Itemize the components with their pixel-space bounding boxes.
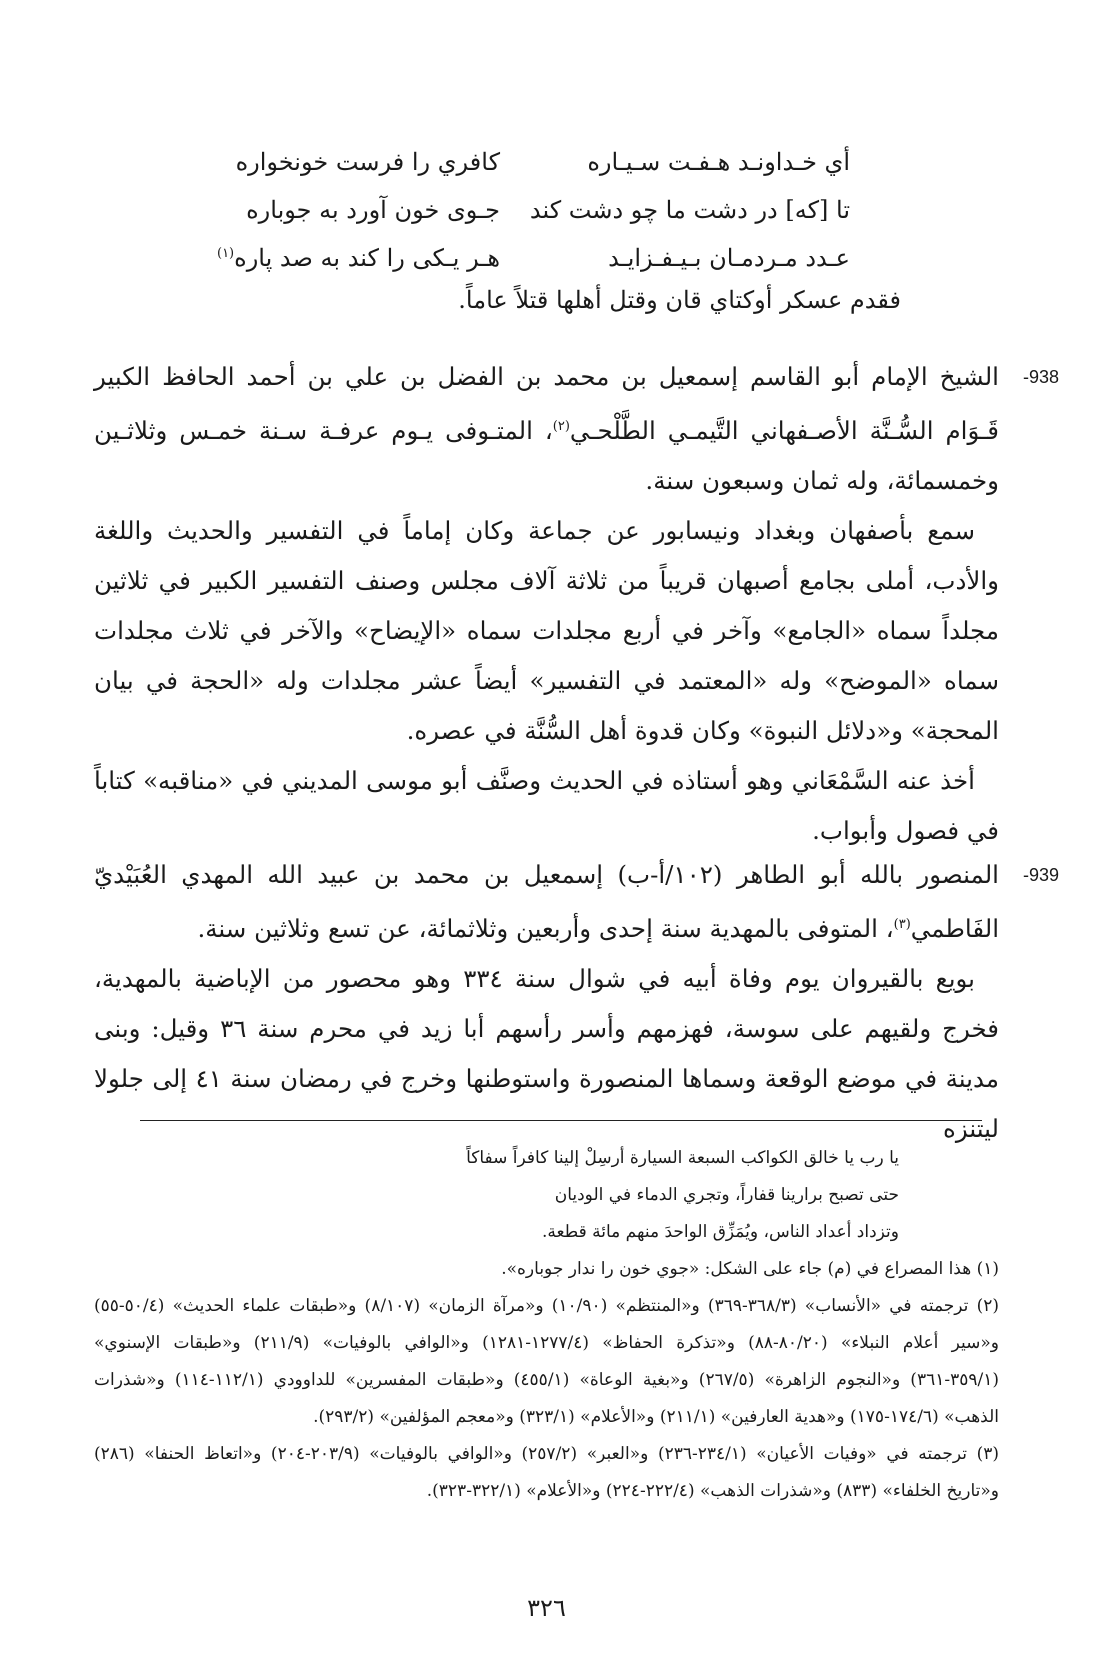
poem-hemistich: تا [كه] در دشت ما چو دشت كند [529, 196, 850, 224]
entry-paragraph: سمع بأصفهان وبغداد ونيسابور عن جماعة وكان إماماً في التفسير والحديث واللغة والأدب، أملى بجامع أصبهان قريباً من ثلاثة آلاف مجلس وصنف التفسير الكبير في ثلاثين مجلداً سماه «الجامع» وآخر في أربع مجلدات سماه «الإيضاح» والآخر في ثلاث مجلدات سماه «الموضح» وله «المعتمد في التفسير» أيضاً عشر مجلدات وله «الحجة في بيان المحجة» و«دلائل النبوة» وكان قدوة أهل السُّنَّة في عصره. [94, 516, 999, 746]
footnote-divider [140, 1120, 982, 1121]
poem-hemistich: عـدد مـردمـان بـيـفـزايـد [608, 244, 850, 272]
footnote-translation-line: حتى تصبح برارينا قفاراً، وتجري الدماء في الوديان [554, 1185, 899, 1205]
footnote-1: (١) هذا المصراع في (م) جاء على الشكل: «جوي خون را ندار جوباره». [501, 1259, 999, 1279]
biography-entry-939 [94, 850, 1059, 1154]
entry-number: 938- [1022, 367, 1059, 387]
entry-number: 939- [1022, 865, 1059, 885]
poem-hemistich: أي خـداونـد هـفـت سـيـاره [587, 148, 850, 176]
poem-verse [200, 186, 850, 234]
entry-heading [94, 850, 1059, 954]
footnotes [94, 1140, 999, 1510]
poem-verse [200, 138, 850, 186]
entry-heading [94, 352, 1059, 506]
persian-poem [200, 138, 850, 282]
entry-heading-rest: ، المتـوفى يـوم عرفـة سـنة خمـس وثلاثـين وخمسمائة، وله ثمان وسبعون سنة. [94, 416, 999, 496]
footnote-translation-line: يا رب يا خالق الكواكب السبعة السيارة أرسِلْ إلينا كافراً سفاكاً [466, 1148, 899, 1168]
entry-paragraph: أخذ عنه السَّمْعَاني وهو أستاذه في الحديث وصنَّف أبو موسى المديني في «مناقبه» كتاباً في فصول وأبواب. [94, 766, 999, 846]
footnote-3: (٣) ترجمته في «وفيات الأعيان» (٢٣٤/١-٢٣٦) و«العبر» (٢٥٧/٢) و«الوافي بالوفيات» (٢٠٣/٩-٢٠٤) و«اتعاظ الحنفا» (٢٨٦) و«تاريخ الخلفاء» (٨٣٣) و«شذرات الذهب» (٢٢٢/٤-٢٢٤) و«الأعلام» (٣٢٢/١-٣٢٣). [94, 1444, 999, 1501]
entry-heading-text: الشيخ الإمام أبو القاسم إسمعيل بن محمد بن الفضل بن علي بن أحمد الحافظ الكبير قَـوَام السُّـنَّة الأصـفهاني التَّيمـي الطَّلْحـي [94, 362, 999, 446]
footnote-ref: (٢) [552, 419, 570, 434]
poem-hemistich: كافري را فرست خونخواره [235, 148, 500, 176]
entry-heading-text: المنصور بالله أبو الطاهر (١٠٢/أ-ب) إسمعيل بن محمد بن عبيد الله المهدي العُبَيْديّ الفَاطمي [94, 860, 999, 944]
entry-paragraph: بويع بالقيروان يوم وفاة أبيه في شوال سنة ٣٣٤ وهو محصور من الإباضية بالمهدية، فخرج ولقيهم على سوسة، فهزمهم وأسر رأسهم أبا زيد في محرم سنة ٣٦ وقيل: وبنى مدينة في موضع الوقعة وسماها المنصورة واستوطنها وخرج في رمضان سنة ٤١ إلى جلولا ليتنزه [94, 964, 999, 1144]
hemistich-text: هـر يـكى را كند به صد پاره [234, 244, 500, 272]
biography-entry-938 [94, 352, 1059, 856]
poem-verse [200, 234, 850, 282]
footnote-2: (٢) ترجمته في «الأنساب» (٣٦٨/٣-٣٦٩) و«المنتظم» (١٠/٩٠) و«مرآة الزمان» (٨/١٠٧) و«طبقات علماء الحديث» (٥٠/٤-٥٥) و«سير أعلام النبلاء» (٨٠/٢٠-٨٨) و«تذكرة الحفاظ» (١٢٧٧/٤-١٢٨١) و«الوافي بالوفيات» (٢١١/٩) و«طبقات الإسنوي» (٣٥٩/١-٣٦١) و«النجوم الزاهرة» (٢٦٧/٥) و«بغية الوعاة» (٤٥٥/١) و«طبقات المفسرين» للداوودي (١١٢/١-١١٤) و«شذرات الذهب» (١٧٤/٦-١٧٥) و«هدية العارفين» (٢١١/١) و«الأعلام» (٣٢٣/١) و«معجم المؤلفين» (٢٩٣/٢). [94, 1296, 1000, 1427]
narrative-line: فقدم عسكر أوكتاي قان وقتل أهلها قتلاً عاماً. [458, 286, 901, 314]
poem-hemistich [200, 244, 500, 272]
entry-heading-rest: ، المتوفى بالمهدية سنة إحدى وأربعين وثلاثمائة، عن تسع وثلاثين سنة. [197, 914, 894, 944]
poem-hemistich: جـوى خون آورد به جوباره [246, 196, 500, 224]
page-number: ٣٢٦ [527, 1594, 566, 1622]
footnote-ref: (١) [216, 246, 235, 261]
footnote-translation-line: وتزداد أعداد الناس، ويُمَزِّق الواحدَ منهم مائة قطعة. [541, 1222, 899, 1242]
footnote-ref: (٣) [893, 917, 911, 932]
